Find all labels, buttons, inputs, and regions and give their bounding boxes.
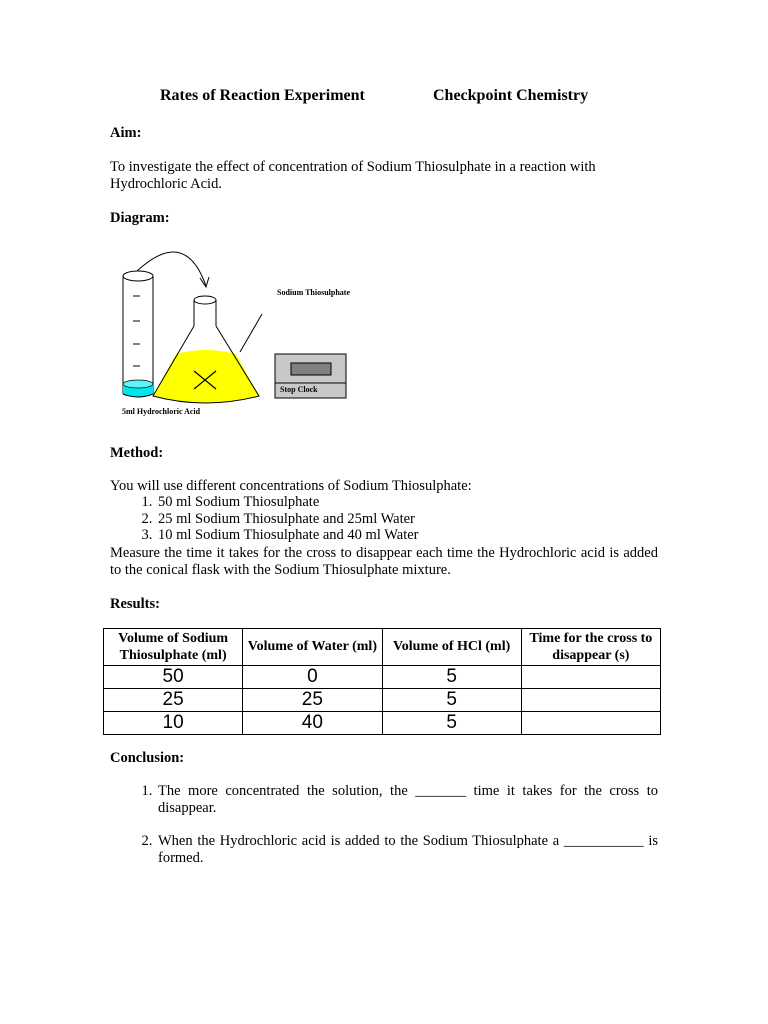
title-left: Rates of Reaction Experiment xyxy=(160,87,365,104)
conical-flask-icon xyxy=(153,296,259,403)
table-cell: 5 xyxy=(382,689,521,712)
table-cell: 5 xyxy=(382,712,521,735)
title-right: Checkpoint Chemistry xyxy=(433,87,589,104)
method-item: 3. 10 ml Sodium Thiosulphate and 40 ml Water xyxy=(156,527,418,544)
conclusion-item: 1. The more concentrated the solution, the _______ time it takes for the cross to disappear. xyxy=(156,783,658,817)
table-row xyxy=(104,689,661,712)
pointer-line xyxy=(240,314,262,352)
table-cell: 40 xyxy=(243,712,382,735)
conclusion-item: 2. When the Hydrochloric acid is added to the Sodium Thiosulphate a ___________ is formed. xyxy=(156,833,658,867)
column-header: Volume of Water (ml) xyxy=(243,629,382,666)
method-item: 2. 25 ml Sodium Thiosulphate and 25ml Water xyxy=(156,511,418,528)
stop-clock-icon xyxy=(275,354,346,398)
column-header: Time for the cross to disappear (s) xyxy=(521,629,660,666)
conclusion-heading: Conclusion: xyxy=(110,750,185,766)
table-cell: 10 xyxy=(104,712,243,735)
diagram-heading: Diagram: xyxy=(110,210,170,226)
measuring-cylinder-icon xyxy=(123,271,153,397)
method-intro: You will use different concentrations of Sodium Thiosulphate: xyxy=(110,478,472,494)
pour-arrow-icon xyxy=(136,252,206,286)
table-cell: 25 xyxy=(243,689,382,712)
experiment-diagram-svg xyxy=(110,226,370,428)
table-cell: 25 xyxy=(104,689,243,712)
thiosulphate-liquid-fill xyxy=(153,350,259,403)
table-cell: 5 xyxy=(382,666,521,689)
table-row xyxy=(104,712,661,735)
column-header: Volume of Sodium Thiosulphate (ml) xyxy=(104,629,243,666)
results-heading: Results: xyxy=(110,596,160,612)
column-header: Volume of HCl (ml) xyxy=(382,629,521,666)
table-header-row xyxy=(104,629,661,666)
clock-display xyxy=(291,363,331,375)
method-item: 1. 50 ml Sodium Thiosulphate xyxy=(156,494,418,511)
aim-text: To investigate the effect of concentration of Sodium Thiosulphate in a reaction with Hydrochloric Acid. xyxy=(110,159,596,192)
table-cell[interactable] xyxy=(521,689,660,712)
table-cell[interactable] xyxy=(521,666,660,689)
results-table xyxy=(103,628,661,735)
table-cell[interactable] xyxy=(521,712,660,735)
table-cell: 50 xyxy=(104,666,243,689)
aim-heading: Aim: xyxy=(110,125,142,141)
method-list xyxy=(110,494,418,544)
clock-label: Stop Clock xyxy=(280,385,318,394)
sodium-label: Sodium Thiosulphate xyxy=(277,288,350,297)
table-row xyxy=(104,666,661,689)
experiment-diagram xyxy=(110,226,370,428)
method-heading: Method: xyxy=(110,445,164,461)
method-outro: Measure the time it takes for the cross to disappear each time the Hydrochloric acid is added to the conical flask with the Sodium Thiosulphate mixture. xyxy=(110,545,658,578)
table-cell: 0 xyxy=(243,666,382,689)
conclusion-list xyxy=(110,783,658,883)
acid-label: 5ml Hydrochloric Acid xyxy=(122,407,201,416)
